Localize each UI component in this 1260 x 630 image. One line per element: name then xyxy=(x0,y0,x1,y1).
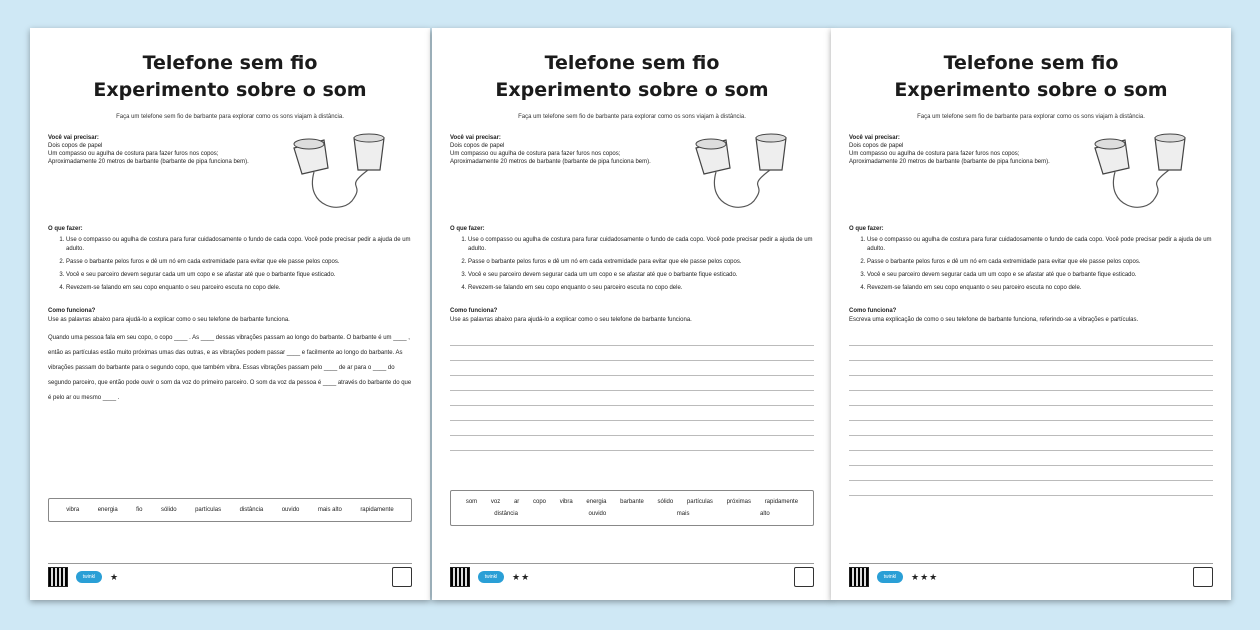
difficulty-stars: ★ xyxy=(110,571,120,582)
brand-logo: twinkl xyxy=(877,571,903,583)
step-item: 2. Passe o barbante pelos furos e dê um nó em cada extremidade para evitar que ele passe pelos copos. xyxy=(468,258,814,267)
steps-heading: O que fazer: xyxy=(48,226,83,232)
materials-section xyxy=(48,134,412,226)
sheet-title: Telefone sem fio xyxy=(943,52,1119,74)
materials-section xyxy=(450,134,814,226)
materials-heading: Você vai precisar: xyxy=(849,135,900,141)
steps-heading: O que fazer: xyxy=(450,226,485,232)
materials-heading: Você vai precisar: xyxy=(48,135,99,141)
sheet-title: Telefone sem fio xyxy=(544,52,720,74)
word-bank-item: copo xyxy=(532,499,546,505)
word-bank xyxy=(450,490,814,526)
word-bank-item: ouvido xyxy=(588,511,607,517)
material-item: Dois copos de papel xyxy=(849,143,904,149)
word-bank-item: vibra xyxy=(559,499,573,505)
word-bank-item: som xyxy=(465,499,478,505)
step-item: 1. Use o compasso ou agulha de costura para furar cuidadosamente o fundo de cada copo. Você pode precisar pedir a ajuda de um adulto. xyxy=(468,236,814,254)
word-bank-item: sólido xyxy=(657,499,674,505)
difficulty-stars: ★★★ xyxy=(911,571,939,582)
qr-code-icon xyxy=(849,567,869,587)
word-bank-item: voz xyxy=(490,499,501,505)
sheet-footer xyxy=(849,563,1213,590)
word-bank-item: distância xyxy=(494,511,518,517)
word-bank-item: fio xyxy=(136,507,143,513)
word-bank-item: vibra xyxy=(66,507,80,513)
material-item: Dois copos de papel xyxy=(48,143,103,149)
step-item: 1. Use o compasso ou agulha de costura para furar cuidadosamente o fundo de cada copo. Você pode precisar pedir a ajuda de um adulto. xyxy=(66,236,412,254)
material-item: Dois copos de papel xyxy=(450,143,505,149)
como-heading: Como funciona? xyxy=(849,308,897,314)
writing-lines xyxy=(849,331,1213,496)
como-text: Use as palavras abaixo para ajudá-lo a explicar como o seu telefone de barbante funciona. xyxy=(48,317,290,323)
word-bank-item: próximas xyxy=(726,499,751,505)
material-item: Aproximadamente 20 metros de barbante (barbante de pipa funciona bem). xyxy=(849,159,1050,165)
material-item: Um compasso ou agulha de costura para fazer furos nos copos; xyxy=(849,151,1020,157)
step-item: 3. Você e seu parceiro devem segurar cada um um copo e se afastar até que o barbante fique esticado. xyxy=(468,271,814,280)
word-bank-item: distância xyxy=(239,507,264,513)
materials-section xyxy=(849,134,1213,226)
intro-text: Faça um telefone sem fio de barbante para explorar como os sons viajam à distância. xyxy=(917,114,1145,120)
word-bank-item: ouvido xyxy=(281,507,300,513)
step-item: 3. Você e seu parceiro devem segurar cada um um copo e se afastar até que o barbante fique esticado. xyxy=(867,271,1213,280)
word-bank-item: partículas xyxy=(686,499,713,505)
word-bank-item: energia xyxy=(97,507,118,513)
sheet-subtitle: Experimento sobre o som xyxy=(93,79,367,101)
word-bank-item: rapidamente xyxy=(360,507,394,513)
word-bank xyxy=(48,498,412,522)
worksheet-3 xyxy=(831,28,1231,600)
intro-text: Faça um telefone sem fio de barbante para explorar como os sons viajam à distância. xyxy=(116,114,344,120)
step-item: 4. Revezem-se falando em seu copo enquanto o seu parceiro escuta no copo dele. xyxy=(66,284,412,293)
step-item: 2. Passe o barbante pelos furos e dê um nó em cada extremidade para evitar que ele passe pelos copos. xyxy=(867,258,1213,267)
sheet-subtitle: Experimento sobre o som xyxy=(495,79,769,101)
step-item: 2. Passe o barbante pelos furos e dê um nó em cada extremidade para evitar que ele passe pelos copos. xyxy=(66,258,412,267)
como-text: Use as palavras abaixo para ajudá-lo a explicar como o seu telefone de barbante funciona. xyxy=(450,317,692,323)
steps-list xyxy=(849,236,1213,293)
sheet-footer xyxy=(450,563,814,590)
word-bank-item: mais xyxy=(676,511,690,517)
certificate-icon xyxy=(794,567,814,587)
material-item: Aproximadamente 20 metros de barbante (barbante de pipa funciona bem). xyxy=(48,159,249,165)
material-item: Um compasso ou agulha de costura para fazer furos nos copos; xyxy=(48,151,219,157)
step-item: 3. Você e seu parceiro devem segurar cada um um copo e se afastar até que o barbante fique esticado. xyxy=(66,271,412,280)
como-heading: Como funciona? xyxy=(48,308,96,314)
qr-code-icon xyxy=(450,567,470,587)
word-bank-item: alto xyxy=(760,511,770,517)
word-bank-item: mais alto xyxy=(317,507,342,513)
worksheet-1 xyxy=(30,28,430,600)
sheet-title: Telefone sem fio xyxy=(142,52,318,74)
word-bank-item: sólido xyxy=(160,507,177,513)
cloze-text: Quando uma pessoa fala em seu copo, o copo ____ . As ____ dessas vibrações passam ao longo do barbante. O barbante é um ____ , então as partículas estão muito próximas umas das outras, e as vibrações podem passar ____ e facilmente ao longo do barbante. As vibrações passam do barbante para o segundo copo, que também vibra. Essas vibrações passam pelo ____ de ar para o ____ do segundo parceiro, que então pode ouvir o som da voz do primeiro parceiro. O som da voz da pessoa é ____ através do barbante do que é pelo ar ou mesmo ____ . xyxy=(48,335,412,401)
material-item: Aproximadamente 20 metros de barbante (barbante de pipa funciona bem). xyxy=(450,159,651,165)
sheet-footer xyxy=(48,563,412,590)
sheet-subtitle: Experimento sobre o som xyxy=(894,79,1168,101)
difficulty-stars: ★★ xyxy=(512,571,531,582)
step-item: 4. Revezem-se falando em seu copo enquanto o seu parceiro escuta no copo dele. xyxy=(867,284,1213,293)
qr-code-icon xyxy=(48,567,68,587)
step-item: 1. Use o compasso ou agulha de costura para furar cuidadosamente o fundo de cada copo. Você pode precisar pedir a ajuda de um adulto. xyxy=(867,236,1213,254)
brand-logo: twinkl xyxy=(76,571,102,583)
como-text: Escreva uma explicação de como o seu telefone de barbante funciona, referindo-se a vibrações e partículas. xyxy=(849,317,1139,323)
word-bank-item: rapidamente xyxy=(764,499,799,505)
intro-text: Faça um telefone sem fio de barbante para explorar como os sons viajam à distância. xyxy=(518,114,746,120)
step-item: 4. Revezem-se falando em seu copo enquanto o seu parceiro escuta no copo dele. xyxy=(468,284,814,293)
cup-phone-icon xyxy=(1085,128,1195,218)
word-bank-item: energia xyxy=(586,499,607,505)
steps-heading: O que fazer: xyxy=(849,226,884,232)
certificate-icon xyxy=(392,567,412,587)
writing-lines xyxy=(450,331,814,451)
steps-list xyxy=(450,236,814,293)
cup-phone-icon xyxy=(284,128,394,218)
word-bank-item: barbante xyxy=(620,499,644,505)
material-item: Um compasso ou agulha de costura para fazer furos nos copos; xyxy=(450,151,621,157)
worksheet-2 xyxy=(432,28,832,600)
como-heading: Como funciona? xyxy=(450,308,498,314)
cup-phone-icon xyxy=(686,128,796,218)
brand-logo: twinkl xyxy=(478,571,504,583)
word-bank-item: partículas xyxy=(195,507,222,513)
steps-list xyxy=(48,236,412,293)
certificate-icon xyxy=(1193,567,1213,587)
materials-heading: Você vai precisar: xyxy=(450,135,501,141)
word-bank-item: ar xyxy=(513,499,520,505)
